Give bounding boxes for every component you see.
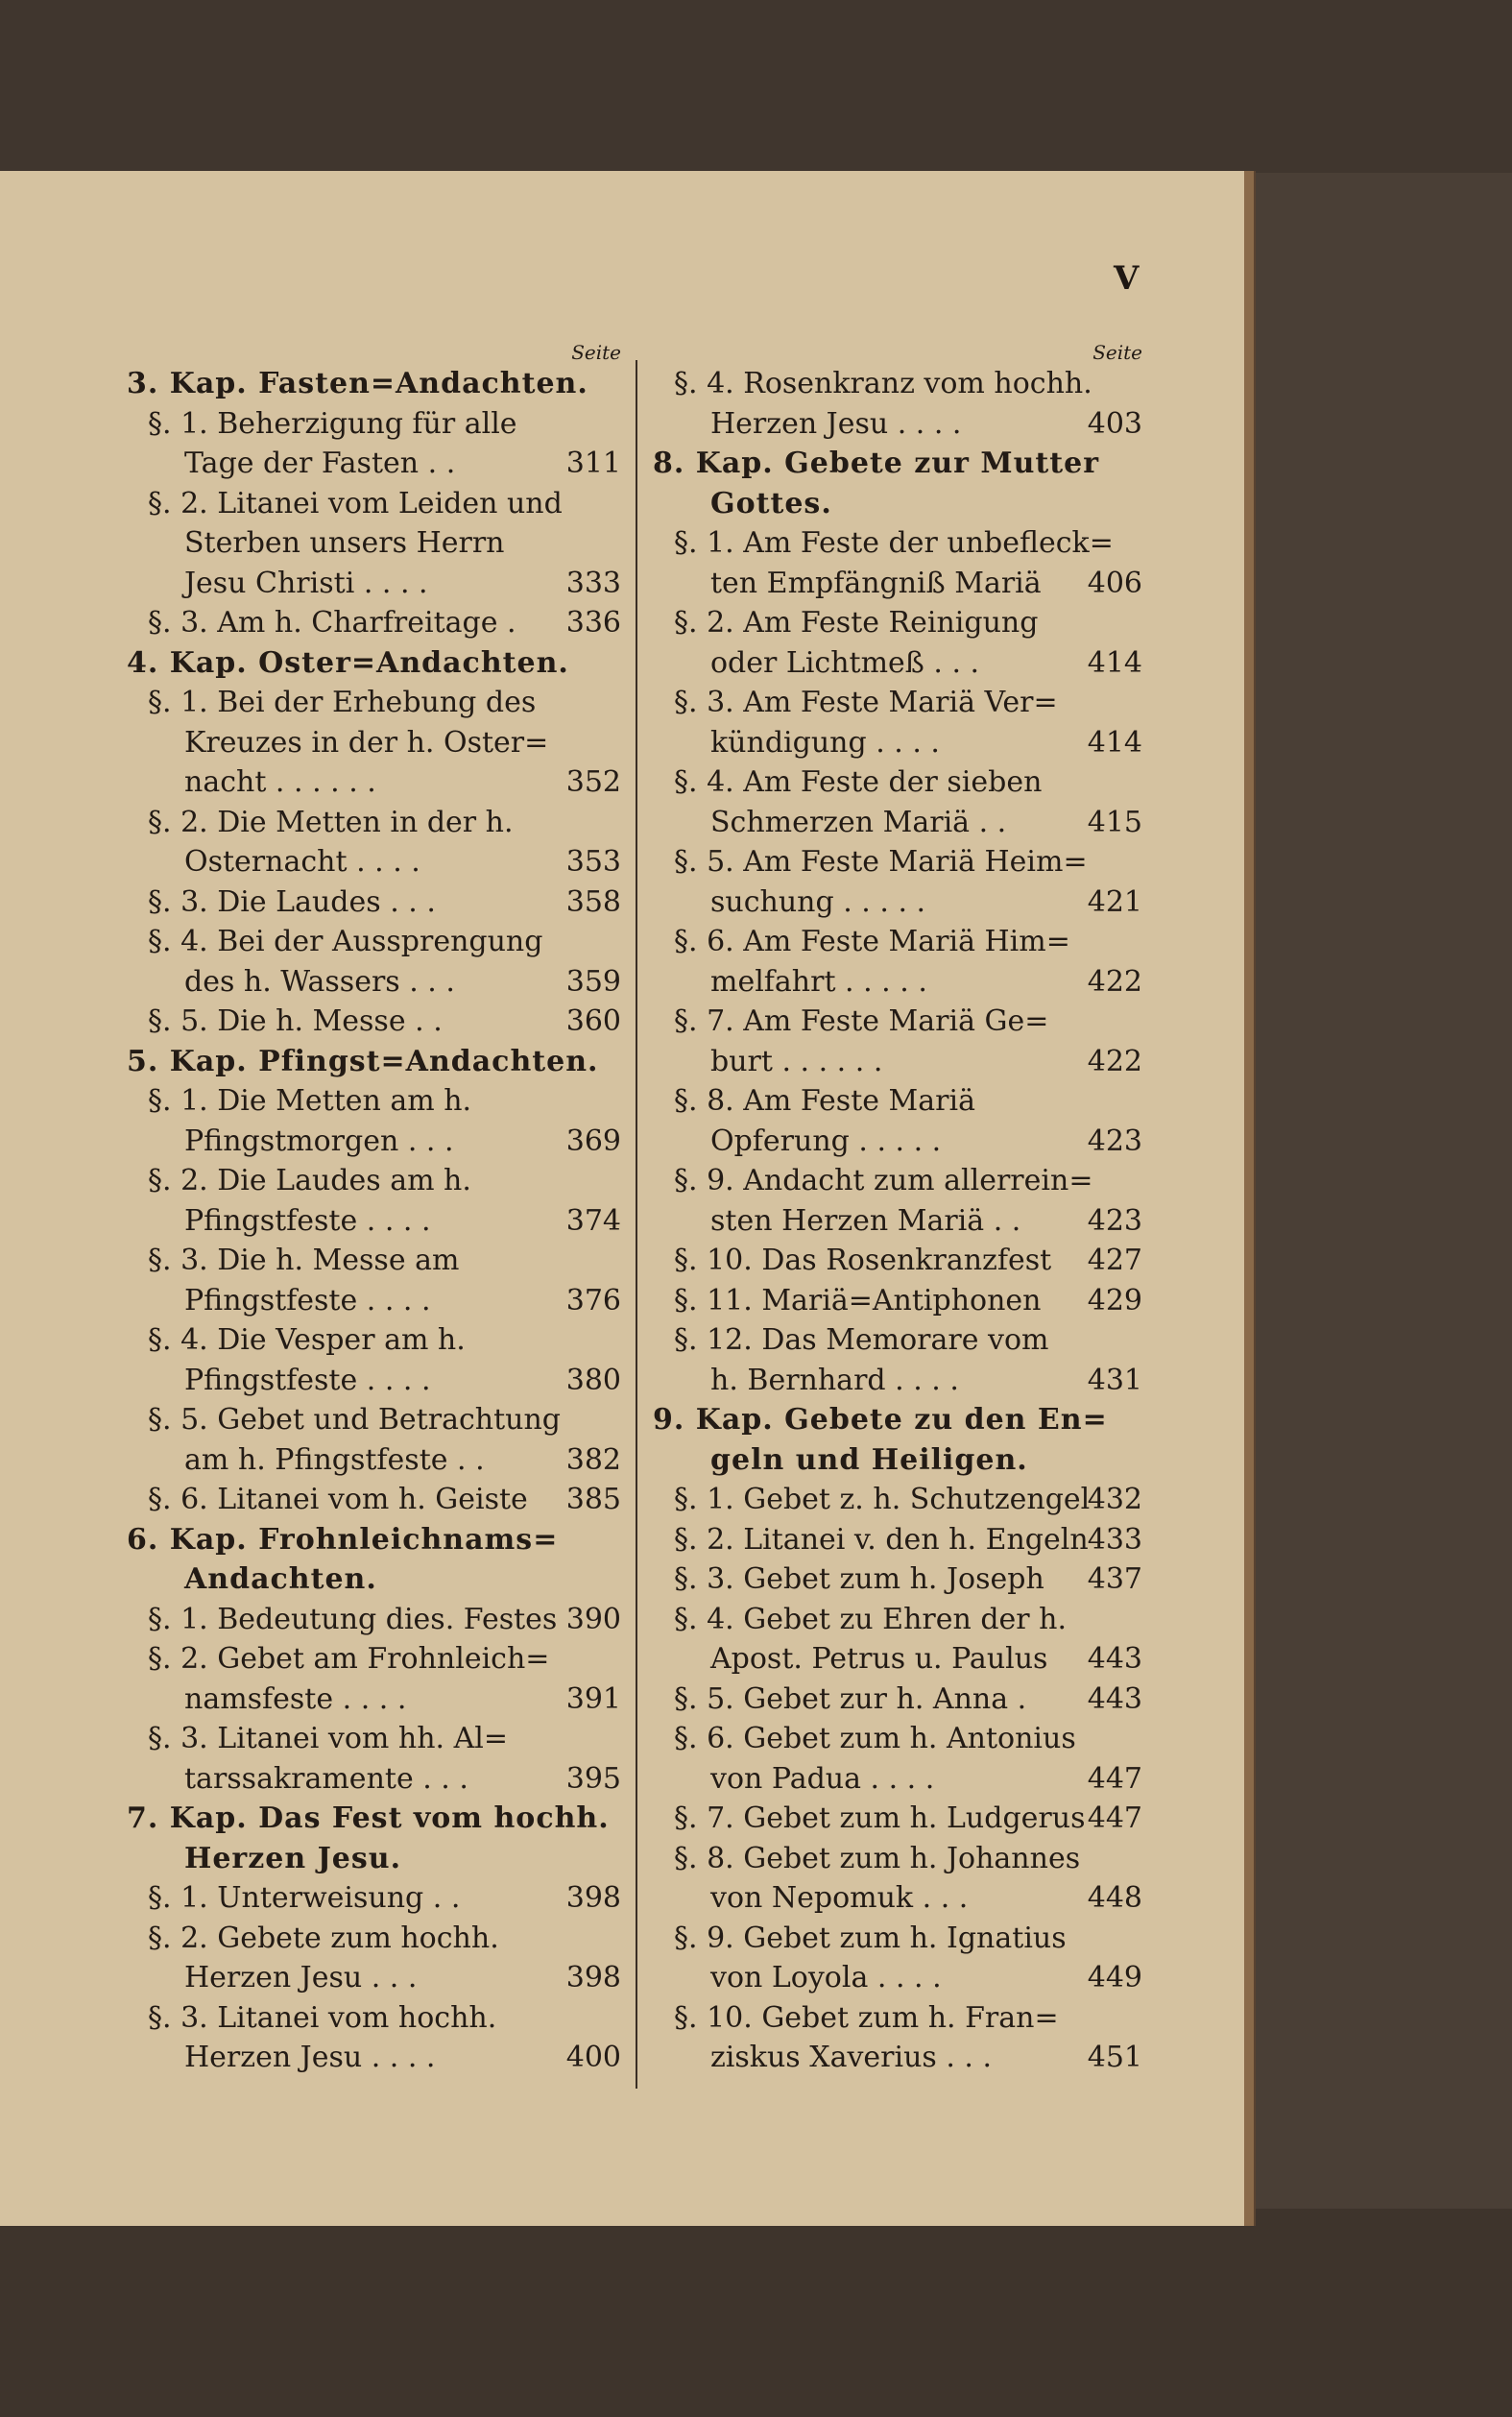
toc-entry-text: §. 1. Beherzigung für alle [148, 406, 517, 441]
toc-entry [653, 1520, 1142, 1560]
toc-entry [653, 564, 1142, 604]
toc-entry [653, 1361, 1142, 1401]
toc-entry-page: 431 [1087, 1363, 1142, 1397]
toc-entry-page: 423 [1087, 1203, 1142, 1238]
toc-entry-text: §. 5. Gebet zur h. Anna . [674, 1681, 1027, 1716]
toc-entry-page: 449 [1087, 1961, 1142, 1994]
toc-entry-text: Pfingstfeste . . . . [184, 1363, 431, 1397]
toc-entry-text: §. 5. Die h. Messe . . [148, 1004, 443, 1038]
toc-entry-text: §. 11. Mariä=Antiphonen [674, 1283, 1042, 1317]
toc-entry-page: 432 [1087, 1483, 1142, 1516]
toc-entry [127, 1878, 621, 1919]
toc-entry [653, 1680, 1142, 1720]
toc-entry [127, 2038, 621, 2078]
toc-entry [653, 723, 1142, 763]
toc-entry [127, 1320, 621, 1361]
column-divider [636, 360, 637, 2089]
toc-entry [127, 404, 621, 445]
toc-column-left [127, 341, 621, 2078]
toc-entry-page: 447 [1087, 1801, 1142, 1835]
toc-entry-page: 422 [1087, 964, 1142, 999]
toc-entry [653, 1320, 1142, 1361]
toc-entry [653, 1400, 1142, 1440]
toc-entry-text: Herzen Jesu. [184, 1841, 402, 1875]
toc-entry [127, 484, 621, 524]
toc-entry-page: 423 [1087, 1124, 1142, 1158]
toc-entry-page: 443 [1087, 1642, 1142, 1676]
toc-entry [653, 882, 1142, 923]
toc-entry-text: Tage der Fasten . . [184, 447, 456, 480]
toc-entry-text: §. 4. Am Feste der sieben [674, 765, 1043, 799]
toc-entry-text: h. Bernhard . . . . [710, 1363, 959, 1397]
toc-entry-text: von Loyola . . . . [710, 1961, 942, 1994]
toc-entry-page: 358 [565, 884, 621, 919]
page-number: V [1114, 259, 1140, 298]
toc-entry-text: §. 3. Litanei vom hh. Al= [148, 1722, 508, 1755]
toc-entry-page: 395 [565, 1761, 621, 1796]
toc-entry [653, 2038, 1142, 2078]
toc-entry [653, 1799, 1142, 1839]
toc-entry [127, 364, 621, 404]
toc-entry-page: 437 [1087, 1562, 1142, 1596]
toc-entry-text: 3. Kap. Fasten=Andachten. [127, 367, 588, 400]
toc-entry [653, 444, 1142, 484]
toc-entry [127, 962, 621, 1003]
toc-entry [127, 1799, 621, 1839]
toc-entry [127, 603, 621, 643]
toc-entry [653, 1958, 1142, 1998]
toc-entry-text: Jesu Christi . . . . [184, 566, 428, 600]
toc-entry-text: namsfeste . . . . [184, 1681, 407, 1716]
toc-entry-text: §. 9. Gebet zum h. Ignatius [674, 1921, 1067, 1955]
toc-entry-text: suchung . . . . . [710, 884, 926, 919]
toc-entry-text: 4. Kap. Oster=Andachten. [127, 645, 569, 680]
toc-entry [653, 1600, 1142, 1640]
toc-entry [127, 762, 621, 803]
toc-entry [127, 1081, 621, 1122]
toc-entry-text: Herzen Jesu . . . . [184, 2041, 436, 2074]
toc-entry-text: §. 2. Die Metten in der h. [148, 805, 514, 839]
toc-entry [127, 683, 621, 723]
toc-entry [127, 1281, 621, 1321]
toc-entry-page: 429 [1087, 1283, 1142, 1317]
toc-entry-text: §. 3. Gebet zum h. Joseph [674, 1562, 1044, 1596]
toc-entry-text: des h. Wassers . . . [184, 964, 455, 999]
toc-entry-page: 443 [1087, 1681, 1142, 1716]
toc-entry [127, 882, 621, 923]
toc-entry-text: 9. Kap. Gebete zu den En= [653, 1403, 1108, 1437]
toc-entry-text: 7. Kap. Das Fest vom hochh. [127, 1801, 610, 1835]
toc-entry [127, 564, 621, 604]
toc-entry [653, 1002, 1142, 1042]
toc-entry [653, 1919, 1142, 1959]
toc-entry-text: kündigung . . . . [710, 725, 940, 760]
toc-entry [653, 1998, 1142, 2039]
toc-entry [653, 1241, 1142, 1281]
toc-entry-page: 447 [1087, 1761, 1142, 1796]
toc-entry-page: 400 [565, 2041, 621, 2074]
toc-entry-text: §. 10. Gebet zum h. Fran= [674, 2000, 1059, 2035]
toc-entry [653, 523, 1142, 564]
toc-entry [127, 723, 621, 763]
toc-entry-text: §. 5. Gebet und Betrachtung [148, 1403, 561, 1437]
toc-entry-text: Kreuzes in der h. Oster= [184, 725, 549, 760]
toc-entry-page: 422 [1087, 1044, 1142, 1078]
toc-entry-text: burt . . . . . . [710, 1044, 883, 1078]
toc-entry-page: 433 [1087, 1522, 1142, 1557]
toc-entry [653, 1122, 1142, 1162]
toc-entry-text: §. 6. Am Feste Mariä Him= [674, 925, 1070, 958]
toc-entry-page: 333 [565, 566, 621, 600]
toc-entry [653, 1480, 1142, 1520]
toc-entry [127, 1002, 621, 1042]
toc-entry-text: §. 6. Litanei vom h. Geiste [148, 1483, 528, 1516]
toc-entry [653, 762, 1142, 803]
toc-entry-text: §. 4. Gebet zu Ehren der h. [674, 1602, 1068, 1636]
toc-entry [127, 803, 621, 843]
toc-entry-page: 414 [1087, 725, 1142, 760]
toc-entry [653, 484, 1142, 524]
toc-entry-text: geln und Heiligen. [710, 1442, 1028, 1477]
toc-entry [653, 1878, 1142, 1919]
toc-entry-page: 376 [565, 1283, 621, 1317]
toc-entry-page: 398 [565, 1881, 621, 1915]
toc-entry [127, 1241, 621, 1281]
toc-entry-text: §. 1. Gebet z. h. Schutzengel [674, 1483, 1091, 1516]
toc-entry [653, 364, 1142, 404]
toc-entry-page: 360 [565, 1004, 621, 1038]
toc-entry-page: 415 [1087, 805, 1142, 839]
toc-entry-page: 451 [1087, 2041, 1142, 2074]
toc-entry-text: §. 7. Gebet zum h. Ludgerus [674, 1801, 1086, 1835]
toc-entry [653, 922, 1142, 962]
toc-entry-text: am h. Pfingstfeste . . [184, 1442, 485, 1477]
toc-column-right [653, 341, 1142, 2078]
toc-entry [653, 803, 1142, 843]
toc-entry-page: 406 [1087, 566, 1142, 600]
toc-entry [127, 1161, 621, 1201]
toc-entry-text: Pfingstmorgen . . . [184, 1124, 454, 1158]
toc-entry-page: 427 [1087, 1244, 1142, 1277]
toc-entry-page: 382 [565, 1442, 621, 1477]
toc-entry [127, 1639, 621, 1680]
toc-entry [653, 683, 1142, 723]
toc-entry-text: Schmerzen Mariä . . [710, 805, 1007, 839]
toc-entry-text: 5. Kap. Pfingst=Andachten. [127, 1044, 599, 1078]
toc-entry-page: 369 [565, 1124, 621, 1158]
toc-entry [127, 1042, 621, 1082]
toc-entry [653, 1440, 1142, 1481]
background-top [0, 0, 1512, 173]
toc-entry-text: Pfingstfeste . . . . [184, 1283, 431, 1317]
toc-entry-page: 353 [565, 845, 621, 879]
toc-entry [653, 1161, 1142, 1201]
toc-entry [127, 523, 621, 564]
toc-entry [127, 1680, 621, 1720]
toc-entry-text: Osternacht . . . . [184, 845, 420, 879]
toc-entry-page: 385 [565, 1483, 621, 1516]
toc-entry-text: §. 5. Am Feste Mariä Heim= [674, 845, 1088, 879]
toc-entry [127, 1919, 621, 1959]
toc-entry-text: Opferung . . . . . [710, 1124, 942, 1158]
toc-entry-page: 359 [565, 964, 621, 999]
toc-entry [653, 1759, 1142, 1800]
seite-label-left: Seite [571, 341, 621, 364]
toc-entry-text: §. 1. Bei der Erhebung des [148, 686, 537, 719]
toc-entry [127, 1122, 621, 1162]
toc-entry [127, 1400, 621, 1440]
toc-entry-text: ziskus Xaverius . . . [710, 2041, 993, 2074]
toc-entry-page: 390 [565, 1602, 621, 1636]
toc-entry-text: ten Empfängniß Mariä [710, 566, 1042, 600]
toc-entry-text: Herzen Jesu . . . . [710, 406, 962, 441]
toc-entry-text: §. 4. Die Vesper am h. [148, 1323, 466, 1357]
toc-entry [127, 1958, 621, 1998]
toc-entry [127, 1361, 621, 1401]
toc-entry [653, 1281, 1142, 1321]
toc-entry-text: §. 12. Das Memorare vom [674, 1323, 1049, 1357]
toc-entry [127, 842, 621, 882]
toc-entry-text: §. 2. Gebete zum hochh. [148, 1921, 499, 1955]
toc-entry-text: §. 4. Rosenkranz vom hochh. [674, 367, 1092, 400]
toc-entry-text: §. 1. Am Feste der unbefleck= [674, 526, 1114, 560]
toc-entry-page: 311 [565, 447, 621, 480]
toc-entry-text: von Padua . . . . [710, 1761, 935, 1796]
toc-entry-text: sten Herzen Mariä . . [710, 1203, 1021, 1238]
toc-entry [653, 1839, 1142, 1879]
toc-entry [653, 404, 1142, 445]
toc-entry-page: 421 [1087, 884, 1142, 919]
toc-entry [653, 842, 1142, 882]
toc-entry-text: §. 6. Gebet zum h. Antonius [674, 1722, 1076, 1755]
toc-entry [653, 1081, 1142, 1122]
seite-label-right: Seite [1092, 341, 1142, 364]
toc-entry-text: 6. Kap. Frohnleichnams= [127, 1522, 559, 1557]
toc-entry-text: §. 8. Gebet zum h. Johannes [674, 1841, 1081, 1875]
toc-entry [653, 603, 1142, 643]
toc-entry-page: 336 [565, 606, 621, 640]
toc-entry [653, 1719, 1142, 1759]
toc-entry [127, 1759, 621, 1800]
toc-entry-page: 352 [565, 765, 621, 799]
toc-entries-left [127, 364, 621, 2078]
toc-entry-text: §. 3. Die Laudes . . . [148, 884, 436, 919]
toc-entry-text: Gottes. [710, 486, 832, 520]
toc-entry-text: tarssakramente . . . [184, 1761, 468, 1796]
toc-entry-text: §. 7. Am Feste Mariä Ge= [674, 1004, 1049, 1038]
page-edge [1244, 171, 1254, 2226]
toc-entry [653, 1559, 1142, 1600]
toc-entry-text: §. 9. Andacht zum allerrein= [674, 1164, 1093, 1197]
toc-entry [653, 962, 1142, 1003]
toc-entry [127, 922, 621, 962]
toc-entry [127, 1998, 621, 2039]
toc-entry-text: nacht . . . . . . [184, 765, 376, 799]
toc-entry-text: §. 3. Am h. Charfreitage . [148, 606, 516, 640]
toc-entries-right [653, 364, 1142, 2078]
toc-entry [127, 1201, 621, 1242]
toc-entry-page: 414 [1087, 645, 1142, 680]
toc-entry-text: §. 2. Die Laudes am h. [148, 1164, 471, 1197]
toc-entry [653, 1042, 1142, 1082]
toc-entry-page: 398 [565, 1961, 621, 1994]
toc-entry-text: §. 1. Bedeutung dies. Festes [148, 1602, 558, 1636]
toc-entry-page: 380 [565, 1363, 621, 1397]
toc-entry-page: 391 [565, 1681, 621, 1716]
toc-entry-text: Pfingstfeste . . . . [184, 1203, 431, 1238]
toc-entry-page: 448 [1087, 1881, 1142, 1915]
toc-entry-text: §. 2. Litanei v. den h. Engeln [674, 1522, 1089, 1557]
background-bottom [0, 2209, 1512, 2417]
toc-entry-text: Sterben unsers Herrn [184, 526, 505, 560]
toc-entry-text: von Nepomuk . . . [710, 1881, 969, 1915]
toc-entry-text: Andachten. [184, 1562, 377, 1596]
toc-entry-text: §. 4. Bei der Aussprengung [148, 925, 543, 958]
toc-entry-text: Apost. Petrus u. Paulus [710, 1642, 1048, 1676]
toc-entry [127, 1719, 621, 1759]
toc-entry [127, 643, 621, 684]
toc-entry [653, 1639, 1142, 1680]
toc-entry-text: §. 10. Das Rosenkranzfest [674, 1244, 1052, 1277]
toc-entry [127, 1440, 621, 1481]
toc-entry-text: §. 8. Am Feste Mariä [674, 1084, 975, 1118]
toc-entry-text: melfahrt . . . . . [710, 964, 927, 999]
toc-entry-text: Herzen Jesu . . . [184, 1961, 418, 1994]
toc-entry-text: §. 1. Die Metten am h. [148, 1084, 472, 1118]
toc-entry-text: §. 3. Litanei vom hochh. [148, 2000, 497, 2035]
toc-entry-text: §. 2. Litanei vom Leiden und [148, 486, 563, 520]
toc-entry-text: 8. Kap. Gebete zur Mutter [653, 447, 1100, 480]
toc-entry [127, 1559, 621, 1600]
toc-entry-page: 374 [565, 1203, 621, 1238]
toc-entry-text: oder Lichtmeß . . . [710, 645, 980, 680]
toc-entry-text: §. 2. Am Feste Reinigung [674, 606, 1039, 640]
toc-entry [127, 1480, 621, 1520]
toc-entry-page: 403 [1087, 406, 1142, 441]
toc-entry-text: §. 3. Am Feste Mariä Ver= [674, 686, 1058, 719]
toc-entry [127, 444, 621, 484]
toc-entry [653, 1201, 1142, 1242]
toc-entry [127, 1600, 621, 1640]
toc-entry-text: §. 1. Unterweisung . . [148, 1881, 461, 1915]
toc-entry [127, 1839, 621, 1879]
toc-entry [653, 643, 1142, 684]
toc-entry-text: §. 2. Gebet am Frohnleich= [148, 1642, 550, 1676]
toc-entry [127, 1520, 621, 1560]
toc-entry-text: §. 3. Die h. Messe am [148, 1244, 460, 1277]
